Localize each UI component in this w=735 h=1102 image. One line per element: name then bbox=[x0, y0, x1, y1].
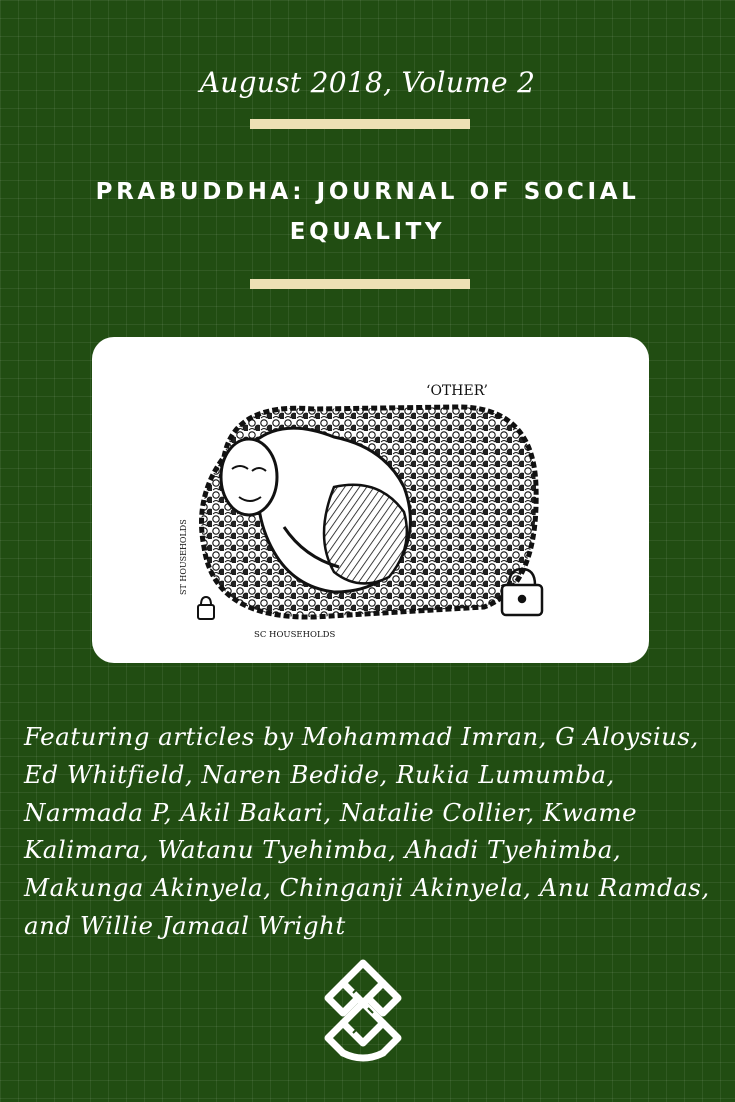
endless-knot-icon bbox=[320, 955, 406, 1063]
label-st-households: ST HOUSEHOLDS bbox=[179, 519, 188, 595]
featured-authors: Featuring articles by Mohammad Imran, G Aloysius, Ed Whitfield, Naren Bedide, Rukia Lumumba, Narmada P, Akil Bakari, Natalie Collier, Kwame Kalimara, Watanu Tyehimba, Ahadi Tyehimba, Makunga Akinyela, Chinganji Akinyela, Anu Ramdas, and Willie Jamaal Wright bbox=[24, 722, 710, 940]
figure-cloth bbox=[324, 485, 407, 584]
top-divider bbox=[250, 119, 470, 129]
label-other: ‘OTHER’ bbox=[426, 383, 488, 399]
issue-date: August 2018, Volume 2 bbox=[199, 66, 536, 99]
figure-head bbox=[221, 439, 277, 515]
cartoon-drawing bbox=[164, 347, 574, 647]
cover-illustration bbox=[92, 337, 649, 663]
journal-title: PRABUDDHA: JOURNAL OF SOCIAL EQUALITY bbox=[95, 179, 640, 245]
lock-left bbox=[198, 597, 214, 619]
label-sc-households: SC HOUSEHOLDS bbox=[254, 630, 336, 640]
bottom-divider bbox=[250, 279, 470, 289]
